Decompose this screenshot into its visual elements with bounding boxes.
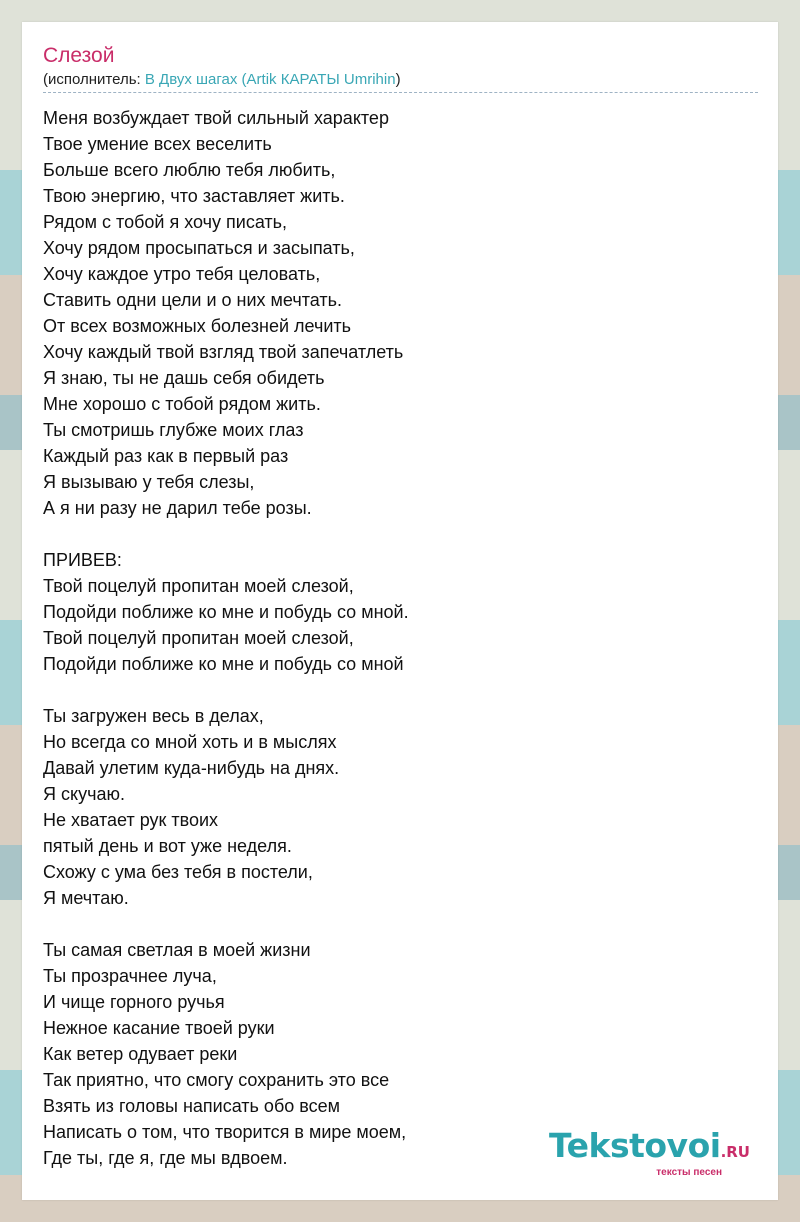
lyric-line: Мне хорошо с тобой рядом жить. (43, 394, 321, 414)
lyrics-card (22, 22, 778, 1200)
lyric-line: Ставить одни цели и о них мечтать. (43, 290, 342, 310)
lyric-blank-line (43, 521, 758, 547)
lyric-line: Схожу с ума без тебя в постели, (43, 862, 313, 882)
lyric-line: Ты самая светлая в моей жизни (43, 940, 311, 960)
artist-link[interactable]: В Двух шагах (Artik КАРАТЫ Umrihin (144, 71, 396, 88)
lyric-line: пятый день и вот уже неделя. (43, 836, 292, 856)
song-title: Слезой (43, 44, 115, 67)
lyric-line: Ты прозрачнее луча, (43, 966, 217, 986)
logo-name: Tekstovoi (549, 1126, 721, 1165)
lyric-line: Твой поцелуй пропитан моей слезой, (43, 576, 354, 596)
lyric-line: И чище горного ручья (43, 992, 225, 1012)
lyric-line: Где ты, где я, где мы вдвоем. (43, 1148, 288, 1168)
lyric-line: Твое умение всех веселить (43, 134, 272, 154)
logo-tagline: тексты песен (656, 1167, 722, 1178)
lyric-line: От всех возможных болезней лечить (43, 316, 352, 336)
lyric-line: Нежное касание твоей руки (43, 1018, 275, 1038)
lyric-line: Больше всего люблю тебя любить, (43, 160, 336, 180)
lyric-line: Ты смотришь глубже моих глаз (43, 420, 304, 440)
artist-suffix: ) (395, 71, 401, 88)
lyric-line: Давай улетим куда-нибудь на днях. (43, 758, 340, 778)
lyric-line: Но всегда со мной хоть и в мыслях (43, 732, 337, 752)
lyric-line: Я вызываю у тебя слезы, (43, 472, 255, 492)
lyric-line: Я мечтаю. (43, 888, 129, 908)
lyric-line: Каждый раз как в первый раз (43, 446, 289, 466)
lyric-blank-line (43, 911, 758, 937)
lyric-line: Хочу рядом просыпаться и засыпать, (43, 238, 355, 258)
lyric-line: Меня возбуждает твой сильный характер (43, 108, 389, 128)
lyric-line: Подойди поближе ко мне и побудь со мной (43, 654, 404, 674)
lyric-line: ПРИВЕВ: (43, 550, 122, 570)
logo-domain: .RU (720, 1143, 750, 1161)
lyric-line: Я знаю, ты не дашь себя обидеть (43, 368, 325, 388)
lyric-line: Подойди поближе ко мне и побудь со мной. (43, 602, 409, 622)
lyric-line: Написать о том, что творится в мире моем, (43, 1122, 407, 1142)
lyric-line: Рядом с тобой я хочу писать, (43, 212, 288, 232)
artist-prefix: (исполнитель: (43, 71, 145, 88)
logo-wordmark (549, 1126, 750, 1169)
lyric-blank-line (43, 677, 758, 703)
lyric-line: Твой поцелуй пропитан моей слезой, (43, 628, 354, 648)
lyrics-text (43, 105, 758, 1171)
lyric-line: Твою энергию, что заставляет жить. (43, 186, 345, 206)
lyric-line: Ты загружен весь в делах, (43, 706, 264, 726)
lyric-line: Так приятно, что смогу сохранить это все (43, 1070, 390, 1090)
lyric-line: Я скучаю. (43, 784, 125, 804)
lyric-line: Не хватает рук твоих (43, 810, 219, 830)
lyric-line: А я ни разу не дарил тебе розы. (43, 498, 312, 518)
lyric-line: Как ветер одувает реки (43, 1044, 238, 1064)
lyric-line: Хочу каждое утро тебя целовать, (43, 264, 321, 284)
artist-line (43, 70, 758, 93)
lyric-line: Хочу каждый твой взгляд твой запечатлеть (43, 342, 404, 362)
site-logo[interactable] (549, 1126, 750, 1178)
lyric-line: Взять из головы написать обо всем (43, 1096, 341, 1116)
